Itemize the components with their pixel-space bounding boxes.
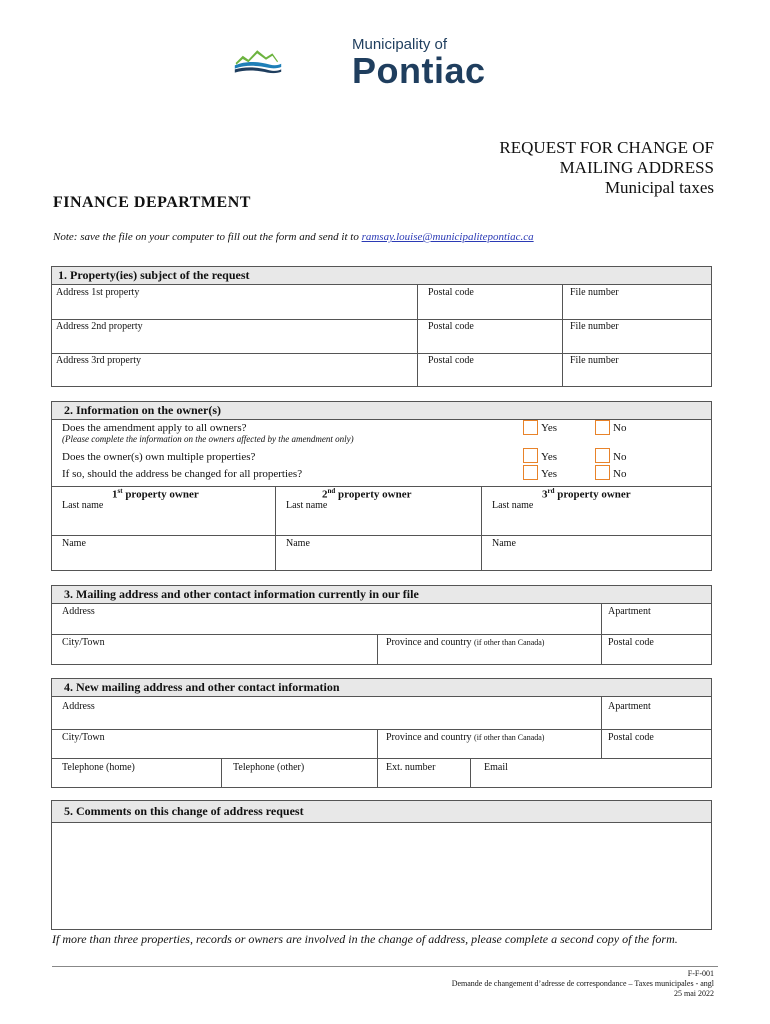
- current-address-field[interactable]: Address: [62, 606, 95, 617]
- footer-note: If more than three properties, records or owners are involved in the change of address, please complete a second copy of the form.: [52, 932, 678, 946]
- section-new-address: [51, 678, 712, 788]
- new-apartment-field[interactable]: Apartment: [608, 701, 651, 712]
- current-postal-code-field[interactable]: Postal code: [608, 637, 654, 648]
- file-number-3-field[interactable]: File number: [570, 355, 619, 366]
- multiple-properties-yes-label: Yes: [541, 451, 558, 463]
- address-2nd-property-field[interactable]: Address 2nd property: [56, 321, 143, 332]
- current-city-field[interactable]: City/Town: [62, 637, 105, 648]
- multiple-properties-no-checkbox[interactable]: [595, 448, 610, 463]
- form-code: F-F-001: [687, 969, 714, 978]
- section-1-heading: 1. Property(ies) subject of the request: [52, 267, 711, 285]
- change-all-yes-label: Yes: [541, 468, 558, 480]
- pontiac-logo: [234, 30, 354, 92]
- current-apartment-field[interactable]: Apartment: [608, 606, 651, 617]
- extension-field[interactable]: Ext. number: [386, 762, 436, 773]
- multiple-properties-yes-checkbox[interactable]: [523, 448, 538, 463]
- section-2-heading: 2. Information on the owner(s): [52, 402, 711, 420]
- department-heading: FINANCE DEPARTMENT: [53, 194, 251, 211]
- note-text: Note: save the file on your computer to fill out the form and send it to: [53, 231, 362, 243]
- email-field[interactable]: Email: [484, 762, 508, 773]
- telephone-home-field[interactable]: Telephone (home): [62, 762, 135, 773]
- postal-code-3-field[interactable]: Postal code: [428, 355, 474, 366]
- instructions-note: [53, 231, 534, 243]
- section-3-heading: 3. Mailing address and other contact information currently in our file: [52, 586, 711, 604]
- section-5-heading: 5. Comments on this change of address request: [52, 801, 711, 823]
- new-address-field[interactable]: Address: [62, 701, 95, 712]
- file-number-2-field[interactable]: File number: [570, 321, 619, 332]
- postal-code-1-field[interactable]: Postal code: [428, 287, 474, 298]
- title-line-3: Municipal taxes: [604, 178, 714, 197]
- owner-1-last-name-field[interactable]: Last name: [62, 500, 104, 511]
- change-all-no-label: No: [613, 468, 627, 480]
- new-city-field[interactable]: City/Town: [62, 732, 105, 743]
- address-3rd-property-field[interactable]: Address 3rd property: [56, 355, 141, 366]
- postal-code-2-field[interactable]: Postal code: [428, 321, 474, 332]
- section-comments: [51, 800, 712, 930]
- all-owners-no-checkbox[interactable]: [595, 420, 610, 435]
- all-owners-no-label: No: [613, 422, 627, 434]
- logo-municipality-text: Municipality of: [352, 36, 448, 53]
- question-all-owners: Does the amendment apply to all owners?: [62, 422, 247, 434]
- address-1st-property-field[interactable]: Address 1st property: [56, 287, 140, 298]
- all-owners-yes-checkbox[interactable]: [523, 420, 538, 435]
- file-number-1-field[interactable]: File number: [570, 287, 619, 298]
- logo-pontiac-text: Pontiac: [352, 50, 486, 91]
- change-all-yes-checkbox[interactable]: [523, 465, 538, 480]
- owner-1-name-field[interactable]: Name: [62, 538, 86, 549]
- current-province-field[interactable]: Province and country (if other than Canada): [386, 637, 545, 648]
- owner-3-last-name-field[interactable]: Last name: [492, 500, 534, 511]
- owner-3-name-field[interactable]: Name: [492, 538, 516, 549]
- change-all-no-checkbox[interactable]: [595, 465, 610, 480]
- form-date: 25 mai 2022: [674, 989, 714, 998]
- form-description: Demande de changement d’adresse de correspondance – Taxes municipales - angl: [451, 979, 714, 988]
- section-4-heading: 4. New mailing address and other contact information: [52, 679, 711, 697]
- owner-3-heading: 3rd property owner: [542, 487, 631, 501]
- new-province-field[interactable]: Province and country (if other than Canada): [386, 732, 545, 743]
- question-multiple-properties: Does the owner(s) own multiple properties?: [62, 451, 256, 463]
- all-owners-yes-label: Yes: [541, 422, 558, 434]
- new-postal-code-field[interactable]: Postal code: [608, 732, 654, 743]
- comments-textarea[interactable]: [52, 823, 711, 929]
- section-owners: [51, 401, 712, 571]
- form-title: [499, 138, 714, 198]
- owner-2-last-name-field[interactable]: Last name: [286, 500, 328, 511]
- title-line-1: REQUEST FOR CHANGE OF: [499, 138, 714, 157]
- footer-divider: [52, 966, 718, 967]
- multiple-properties-no-label: No: [613, 451, 627, 463]
- question-change-all: If so, should the address be changed for all properties?: [62, 468, 303, 480]
- email-link[interactable]: ramsay.louise@municipalitepontiac.ca: [361, 231, 534, 243]
- question-all-owners-note: (Please complete the information on the owners affected by the amendment only): [62, 434, 354, 444]
- owner-2-name-field[interactable]: Name: [286, 538, 310, 549]
- owner-2-heading: 2nd property owner: [322, 487, 412, 501]
- title-line-2: MAILING ADDRESS: [559, 158, 714, 177]
- owner-1-heading: 1st property owner: [112, 487, 199, 501]
- section-properties: [51, 266, 712, 387]
- section-current-address: [51, 585, 712, 665]
- footer-info: [452, 969, 714, 999]
- telephone-other-field[interactable]: Telephone (other): [233, 762, 305, 773]
